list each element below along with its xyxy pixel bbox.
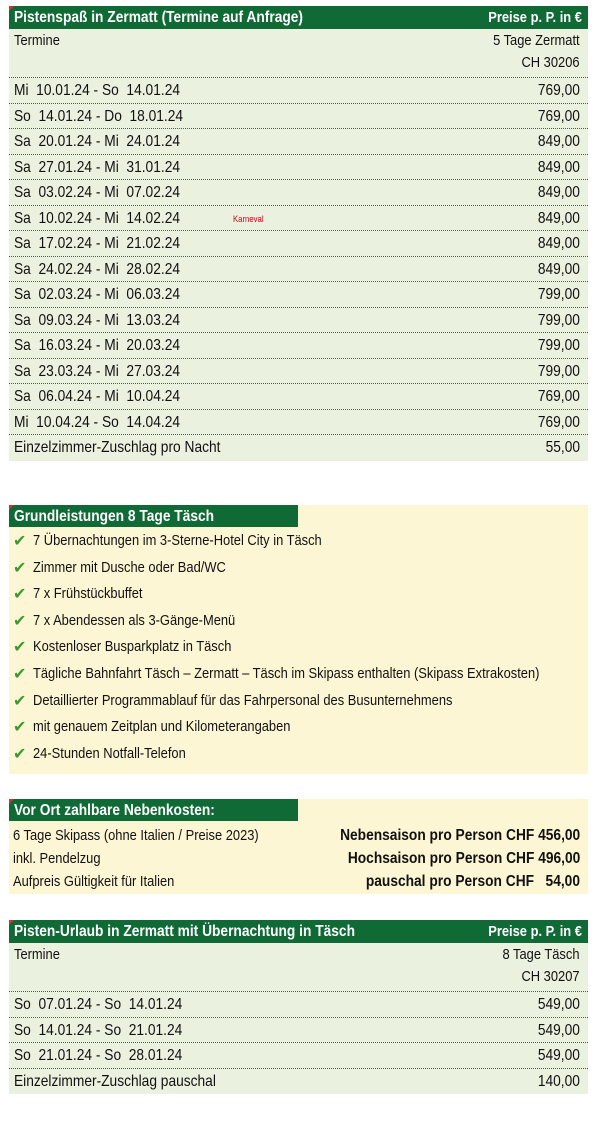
check-icon: ✔: [13, 719, 27, 737]
list-item-text: 7 Übernachtungen im 3-Sterne-Hotel City in Täsch: [33, 532, 322, 549]
table-row: [9, 1069, 588, 1095]
row-price: 799,00: [537, 311, 580, 329]
check-icon: ✔: [13, 586, 27, 604]
table-row: [9, 129, 588, 155]
list-item: [9, 527, 588, 554]
list-item: [9, 580, 588, 607]
table-row: [9, 435, 588, 461]
table-row: [9, 359, 588, 385]
table-zermatt-5-tage: [9, 6, 588, 461]
cost-value: Nebensaison pro Person CHF 456,00: [339, 827, 580, 844]
section-header: [9, 505, 298, 527]
table-row: [9, 992, 588, 1018]
row-price: 849,00: [537, 158, 580, 176]
column-title: 5 Tage Zermatt: [493, 32, 580, 49]
row-dates: Mi 10.04.24 - So 14.04.24: [14, 413, 180, 431]
column-header: [9, 29, 588, 78]
check-icon: ✔: [13, 692, 27, 710]
row-dates: So 21.01.24 - So 28.01.24: [14, 1047, 183, 1064]
table-row: [9, 308, 588, 334]
cost-label: 6 Tage Skipass (ohne Italien / Preise 2023): [13, 827, 259, 844]
row-dates: Sa 27.01.24 - Mi 31.01.24: [14, 158, 180, 176]
row-price: 849,00: [537, 235, 580, 252]
row-dates: So 14.01.24 - So 21.01.24: [14, 1021, 183, 1039]
row-price: 769,00: [537, 107, 580, 125]
list-item-text: 7 x Abendessen als 3-Gänge-Menü: [33, 611, 236, 629]
row-dates: Einzelzimmer-Zuschlag pro Nacht: [14, 439, 221, 456]
row-dates: Sa 17.02.24 - Mi 21.02.24: [14, 235, 180, 252]
list-item-text: Kostenloser Busparkplatz in Täsch: [33, 638, 232, 656]
row-price: 799,00: [537, 286, 580, 303]
table-header: [9, 920, 588, 943]
table-row: [9, 384, 588, 410]
list-item: [9, 687, 588, 714]
table-row: [9, 410, 588, 436]
table-row: [9, 155, 588, 181]
grundleistungen-box: [9, 505, 588, 774]
table-row: [9, 104, 588, 130]
table-row: [9, 231, 588, 257]
table-row: [9, 333, 588, 359]
table-row: [9, 282, 588, 308]
cost-value: Hochsaison pro Person CHF 496,00: [347, 850, 580, 867]
row-dates: Sa 03.02.24 - Mi 07.02.24: [14, 184, 180, 201]
row-dates: Sa 23.03.24 - Mi 27.03.24: [14, 362, 180, 380]
row-price: 769,00: [537, 388, 580, 405]
section-title: Grundleistungen 8 Tage Täsch: [14, 508, 215, 525]
table-row: [9, 257, 588, 283]
list-item: [9, 740, 588, 767]
row-price: 549,00: [537, 996, 580, 1013]
row-dates: Sa 02.03.24 - Mi 06.03.24: [14, 286, 180, 303]
price-header: Preise p. P. in €: [488, 9, 582, 26]
column-code: CH 30206: [521, 54, 580, 71]
list-item-text: 7 x Frühstückbuffet: [33, 585, 143, 603]
table-header: [9, 6, 588, 29]
list-item: [9, 633, 588, 660]
check-icon: ✔: [13, 665, 27, 683]
row-dates: Mi 10.01.24 - So 14.01.24: [14, 82, 180, 99]
cost-row: [9, 870, 588, 893]
list-item-text: 24-Stunden Notfall-Telefon: [33, 744, 186, 762]
cost-row: [9, 847, 588, 870]
column-title: 8 Tage Täsch: [503, 946, 580, 963]
column-label-termine: Termine: [14, 946, 60, 963]
cost-label: Aufpreis Gültigkeit für Italien: [13, 873, 175, 890]
list-item: [9, 554, 588, 581]
table-row: [9, 1043, 588, 1069]
row-dates: Sa 24.02.24 - Mi 28.02.24: [14, 260, 180, 278]
list-item-text: Zimmer mit Dusche oder Bad/WC: [33, 558, 226, 576]
cost-label: inkl. Pendelzug: [13, 850, 101, 867]
row-dates: So 07.01.24 - So 14.01.24: [14, 996, 183, 1013]
row-dates: Sa 06.04.24 - Mi 10.04.24: [14, 388, 180, 405]
row-dates: Sa 09.03.24 - Mi 13.03.24: [14, 311, 180, 329]
row-price: 849,00: [537, 184, 580, 201]
nebenkosten-box: [9, 799, 588, 894]
row-price: 799,00: [537, 337, 580, 354]
row-price: 849,00: [537, 133, 580, 150]
row-price: 55,00: [545, 439, 580, 456]
list-item-text: Detaillierter Programmablauf für das Fahrpersonal des Busunternehmens: [33, 691, 453, 709]
cost-value: pauschal pro Person CHF 54,00: [365, 873, 580, 890]
row-price: 849,00: [537, 260, 580, 278]
list-item: [9, 607, 588, 634]
table-title: Pistenspaß in Zermatt (Termine auf Anfrage): [14, 9, 304, 26]
row-dates: Sa 10.02.24 - Mi 14.02.24: [14, 209, 180, 227]
row-dates: So 14.01.24 - Do 18.01.24: [14, 107, 184, 125]
column-label-termine: Termine: [14, 32, 60, 49]
cost-row: [9, 824, 588, 847]
table-row: [9, 1018, 588, 1044]
check-icon: ✔: [13, 745, 27, 763]
list-item-text: Tägliche Bahnfahrt Täsch – Zermatt – Täsch im Skipass enthalten (Skipass Extrakosten): [33, 664, 540, 682]
check-icon: ✔: [13, 559, 27, 577]
price-header: Preise p. P. in €: [488, 923, 582, 940]
row-price: 799,00: [537, 362, 580, 380]
table-taesch-8-tage: [9, 920, 588, 1094]
column-code: CH 30207: [521, 968, 580, 985]
section-header: [9, 799, 298, 821]
list-item: [9, 713, 588, 740]
row-dates: Sa 20.01.24 - Mi 24.01.24: [14, 133, 180, 150]
table-title: Pisten-Urlaub in Zermatt mit Übernachtung in Täsch: [14, 923, 355, 940]
row-note: Karneval: [233, 213, 264, 224]
row-price: 549,00: [537, 1021, 580, 1039]
list-item: [9, 660, 588, 687]
check-icon: ✔: [13, 612, 27, 630]
table-row: [9, 180, 588, 206]
row-price: 140,00: [537, 1072, 580, 1090]
list-item-text: mit genauem Zeitplan und Kilometerangaben: [33, 718, 291, 736]
check-icon: ✔: [13, 533, 27, 550]
table-row: [9, 206, 588, 232]
row-price: 849,00: [537, 209, 580, 227]
row-dates: Einzelzimmer-Zuschlag pauschal: [14, 1072, 216, 1090]
row-price: 769,00: [537, 82, 580, 99]
row-price: 549,00: [537, 1047, 580, 1064]
column-header: [9, 943, 588, 992]
row-dates: Sa 16.03.24 - Mi 20.03.24: [14, 337, 180, 354]
table-row: [9, 78, 588, 104]
section-title: Vor Ort zahlbare Nebenkosten:: [14, 802, 215, 819]
check-icon: ✔: [13, 639, 27, 657]
row-price: 769,00: [537, 413, 580, 431]
